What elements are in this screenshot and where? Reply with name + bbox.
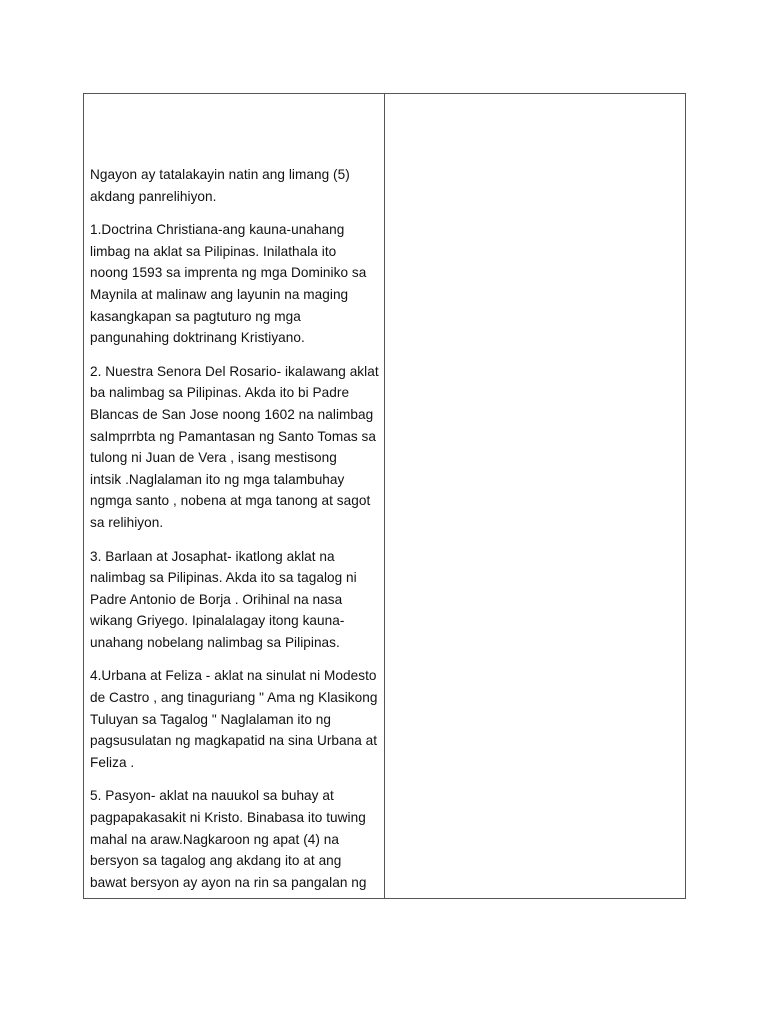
intro-paragraph: Ngayon ay tatalakayin natin ang limang (5) akdang panrelihiyon. [90,167,350,204]
paragraph-nuestra-senora: 2. Nuestra Senora Del Rosario- ikalawang aklat ba nalimbag sa Pilipinas. Akda ito bi Padre Blancas de San Jose noong 1602 na nalimbag saImprrbta ng Pamantasan ng Santo Tomas sa tulong ni Juan de Vera , isang mestisong intsik .Naglalaman ito ng mga talambuhay ngmga santo , nobena at mga tanong at sagot sa relihiyon. [90,363,379,530]
cell-text [90,164,382,898]
paragraph-barlaan-josaphat: 3. Barlaan at Josaphat- ikatlong aklat na nalimbag sa Pilipinas. Akda ito sa tagalog ni Padre Antonio de Borja . Orihinal na nasa wikang Griyego. Ipinalalagay itong kauna- unahang nobelang nalimbag sa Pilipinas. [90,548,357,650]
table-cell-right [385,94,685,898]
paragraph-pasyon: 5. Pasyon- aklat na nauukol sa buhay at pagpapakasakit ni Kristo. Binabasa ito tuwing mahal na araw.Nagkaroon ng apat (4) na bersyon sa tagalog ang akdang ito at ang bawat bersyon ay ayon na rin sa pangalan ng [90,788,367,890]
paragraph-doctrina-christiana: 1.Doctrina Christiana-ang kauna-unahang limbag na aklat sa Pilipinas. Inilathala ito noong 1593 sa imprenta ng mga Dominiko sa Maynila at malinaw ang layunin na maging kasangkapan sa pagtuturo ng mga pangunahing doktrinang Kristiyano. [90,222,367,346]
paragraph-urbana-feliza: 4.Urbana at Feliza - aklat na sinulat ni Modesto de Castro , ang tinaguriang " Ama ng Klasikong Tuluyan sa Tagalog " Naglalaman ito ng pagsusulatan ng magkapatid na sina Urbana at Feliza . [90,668,378,770]
table-cell-left [84,94,385,898]
document-table [83,93,686,899]
